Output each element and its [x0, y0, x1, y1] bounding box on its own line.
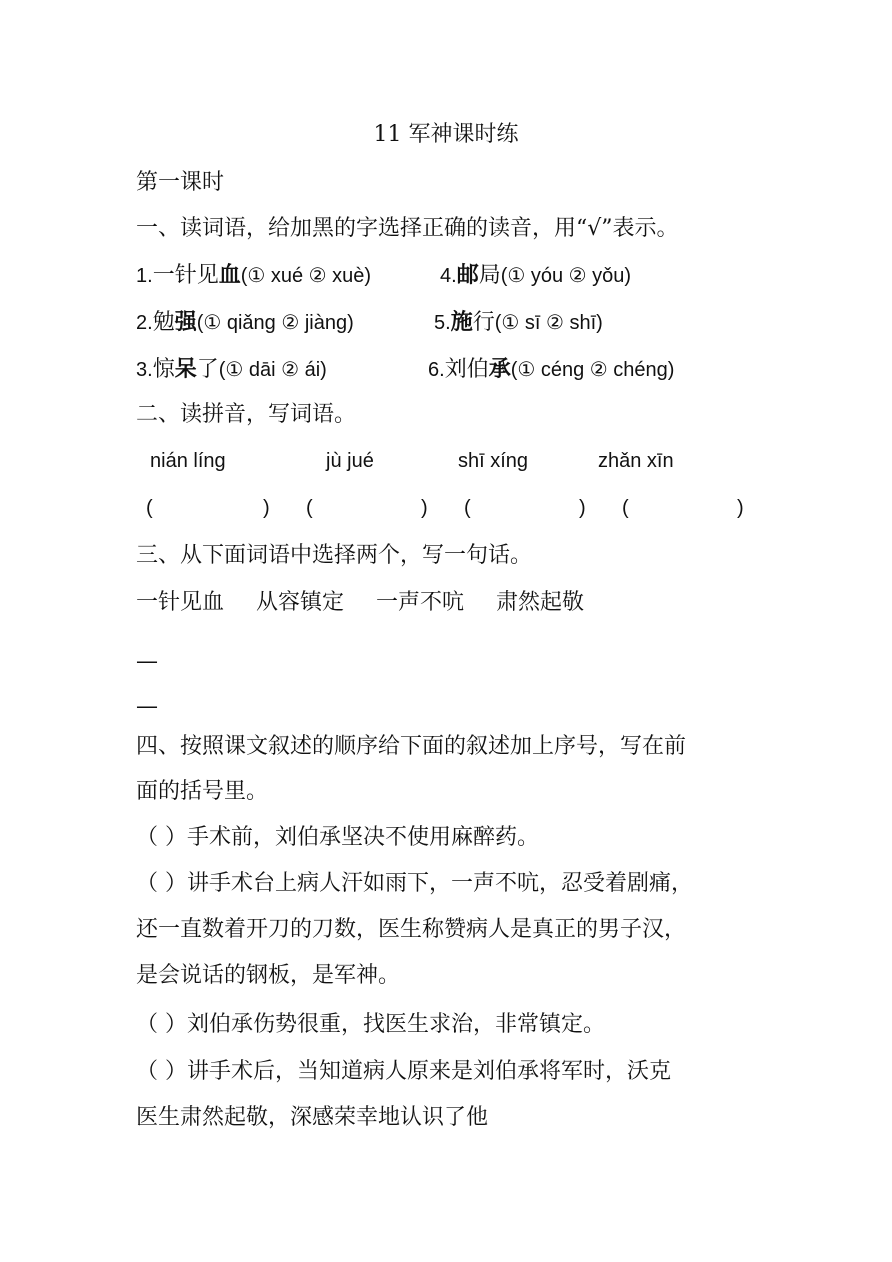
pron-item-4: 4.邮局(① yóu ② yǒu) [440, 262, 632, 288]
word-list [136, 588, 584, 618]
pron-item-5: 5.施行(① sī ② shī) [434, 309, 603, 335]
order-item-1: （ ）手术前，刘伯承坚决不使用麻醉药。 [136, 825, 539, 850]
order-item-4-line1: （ ）讲手术后，当知道病人原来是刘伯承将军时，沃克 [136, 1059, 671, 1084]
pinyin-3: shī xíng [458, 450, 529, 472]
pron-item-6: 6.刘伯承(① céng ② chéng) [428, 356, 675, 382]
section1-heading: 一、读词语，给加黑的字选择正确的读音，用“√”表示。 [136, 216, 679, 241]
answer-box-2-open: ( [306, 497, 313, 519]
answer-box-1-close: ) [263, 497, 270, 519]
pinyin-2: jù jué [326, 450, 374, 472]
pinyin-4: zhǎn xīn [598, 450, 674, 472]
answer-box-3-open: ( [464, 497, 471, 519]
answer-box-2-close: ) [421, 497, 428, 519]
word-2: 从容镇定 [256, 590, 345, 615]
order-item-2-line2: 还一直数着开刀的刀数，医生称赞病人是真正的男子汉， [136, 917, 687, 942]
word-4: 肃然起敬 [496, 590, 585, 615]
answer-box-4-open: ( [622, 497, 629, 519]
order-item-3: （ ）刘伯承伤势很重，找医生求治，非常镇定。 [136, 1012, 605, 1037]
lesson-label: 第一课时 [136, 170, 225, 195]
order-item-4-line2: 医生肃然起敬，深感荣幸地认识了他 [136, 1105, 489, 1130]
order-item-2-line1: （ ）讲手术台上病人汗如雨下，一声不吭，忍受着剧痛， [136, 871, 693, 896]
section4-heading-line2: 面的括号里。 [136, 779, 269, 804]
answer-box-1-open: ( [146, 497, 153, 519]
order-item-2-line3: 是会说话的钢板，是军神。 [136, 963, 401, 988]
answer-box-3-close: ) [579, 497, 586, 519]
pron-item-3: 3.惊呆了(① dāi ② ái) [136, 356, 327, 382]
pron-item-1: 1.一针见血(① xué ② xuè) [136, 262, 372, 288]
section4-heading-line1: 四、按照课文叙述的顺序给下面的叙述加上序号，写在前 [136, 734, 687, 759]
answer-box-4-close: ) [737, 497, 744, 519]
pinyin-1: nián líng [150, 450, 226, 472]
writing-line-2: — [136, 694, 158, 719]
pron-item-2: 2.勉强(① qiǎng ② jiàng) [136, 309, 354, 335]
section2-heading: 二、读拼音，写词语。 [136, 402, 357, 427]
word-1: 一针见血 [136, 590, 225, 615]
page-title: 11 军神课时练 [373, 122, 519, 147]
word-3: 一声不吭 [376, 590, 465, 615]
writing-line-1: — [136, 649, 158, 674]
section3-heading: 三、从下面词语中选择两个，写一句话。 [136, 543, 533, 568]
